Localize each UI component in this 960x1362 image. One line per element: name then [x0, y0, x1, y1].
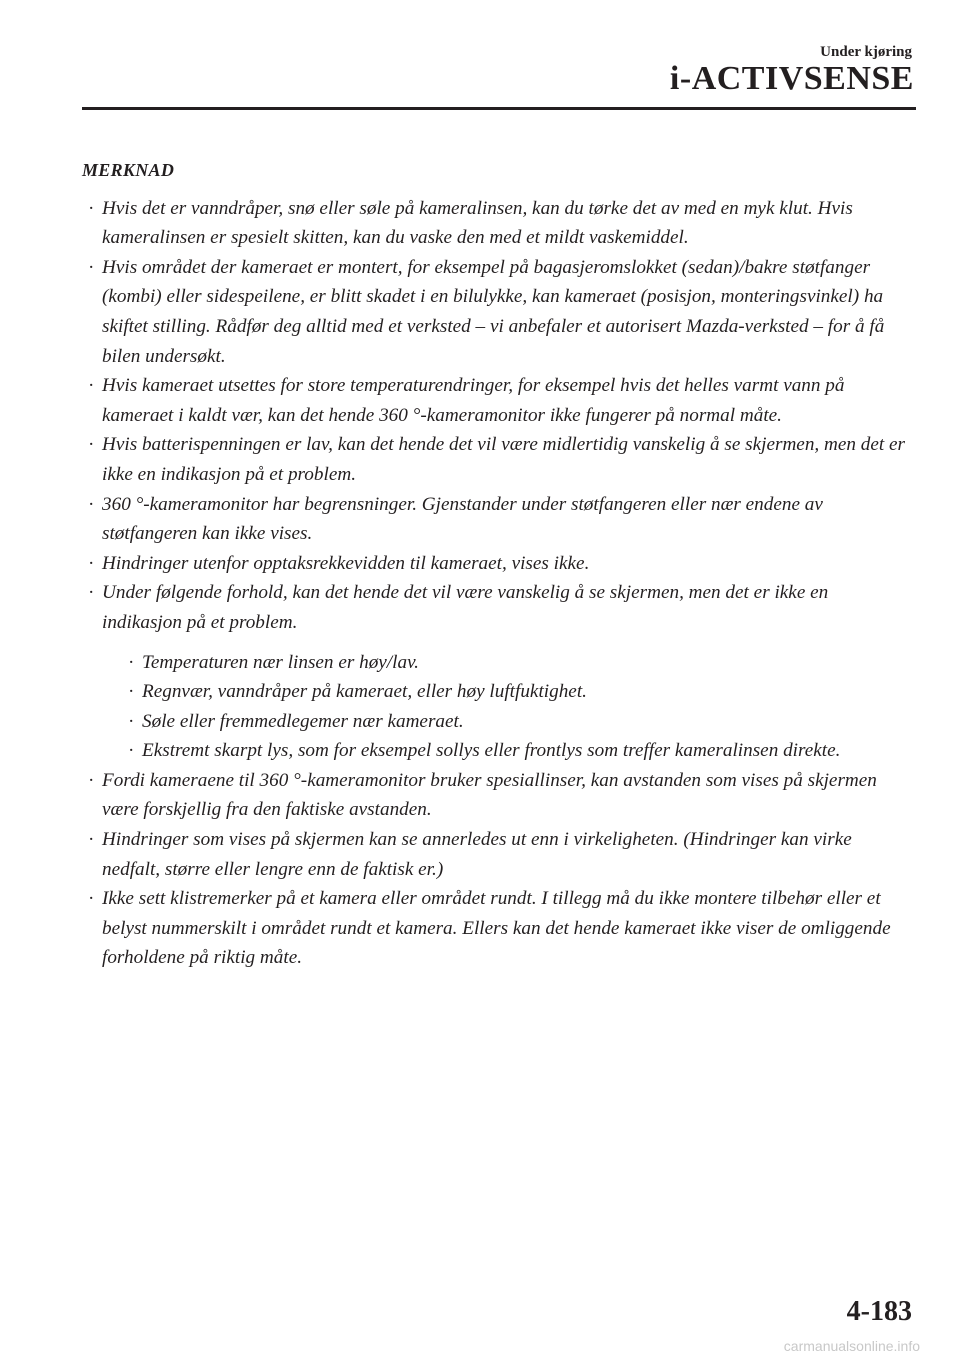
page-number: 4-183	[846, 1296, 912, 1327]
sub-list-item-text: Regnvær, vanndråper på kameraet, eller høy luftfuktighet.	[142, 681, 587, 703]
sub-list-item-text: Temperaturen nær linsen er høy/lav.	[142, 651, 419, 673]
bullet-icon: ·	[88, 769, 95, 791]
sub-list-item	[122, 736, 912, 766]
sub-list-item	[122, 648, 912, 678]
list-item-text: Hindringer som vises på skjermen kan se annerledes ut enn i virkeligheten. (Hindringer kan virke nedfalt, større eller lengre enn de faktisk er.)	[102, 829, 852, 880]
bullet-icon: ·	[128, 740, 135, 762]
section-title: Under kjøring	[820, 44, 912, 60]
bullet-icon: ·	[88, 888, 95, 910]
list-item-text: Hvis området der kameraet er montert, for eksempel på bagasjeromslokket (sedan)/bakre støtfanger (kombi) eller sidespeilene, er blitt skadet i en bilulykke, kan kameraet (posisjon, monteringsvinkel) ha skiftet stilling. Rådfør deg alltid med et verksted – vi anbefaler et autorisert Mazda-verksted – for å få bilen undersøkt.	[102, 256, 885, 367]
bullet-icon: ·	[128, 651, 135, 673]
bullet-icon: ·	[128, 681, 135, 703]
bullet-icon: ·	[88, 582, 95, 604]
list-item	[82, 430, 912, 489]
list-item	[82, 578, 912, 766]
note-list	[82, 194, 912, 973]
bullet-icon: ·	[88, 197, 95, 219]
note-box	[82, 156, 912, 973]
list-item-text: Hvis det er vanndråper, snø eller søle på kameralinsen, kan du tørke det av med en myk klut. Hvis kameralinsen er spesielt skitten, kan du vaske den med et mildt vaskemiddel.	[102, 197, 853, 249]
list-item-text: Fordi kameraene til 360 °-kameramonitor bruker spesiallinser, kan avstanden som vises på skjermen være forskjellig fra den faktiske avstanden.	[102, 769, 877, 821]
sub-list	[102, 648, 912, 766]
list-item-text: 360 °-kameramonitor har begrensninger. Gjenstander under støtfangeren eller nær endene av støtfangeren kan ikke vises.	[102, 493, 823, 545]
bullet-icon: ·	[88, 256, 95, 278]
list-item-text: Hvis kameraet utsettes for store temperaturendringer, for eksempel hvis det helles varmt vann på kameraet i kaldt vær, kan det hende 360 °-kameramonitor ikke fungerer på normal måte.	[102, 375, 845, 426]
bullet-icon: ·	[88, 493, 95, 515]
list-item	[82, 371, 912, 430]
list-item	[82, 825, 912, 884]
chapter-title: i-ACTIVSENSE	[669, 60, 914, 97]
list-item-text: Ikke sett klistremerker på et kamera eller området rundt. I tillegg må du ikke montere tilbehør eller et belyst nummerskilt i området rundt et kamera. Ellers kan det hende kameraet ikke viser de omliggende forholdene på riktig måte.	[102, 888, 891, 969]
list-item	[82, 884, 912, 973]
note-title: MERKNAD	[82, 160, 175, 180]
watermark: carmanualsonline.info	[783, 1338, 920, 1354]
sub-list-item-text: Søle eller fremmedlegemer nær kameraet.	[142, 710, 464, 732]
list-item	[82, 549, 912, 579]
list-item-text: Under følgende forhold, kan det hende det vil være vanskelig å se skjermen, men det er ikke en indikasjon på et problem.	[102, 582, 829, 633]
list-item	[82, 194, 912, 253]
bullet-icon: ·	[88, 375, 95, 397]
sub-list-item	[122, 677, 912, 707]
header-rule	[82, 107, 916, 110]
list-item-text: Hvis batterispenningen er lav, kan det hende det vil være midlertidig vanskelig å se skjermen, men det er ikke en indikasjon på et problem.	[102, 434, 905, 485]
list-item	[82, 253, 912, 371]
bullet-icon: ·	[88, 829, 95, 851]
sub-list-item-text: Ekstremt skarpt lys, som for eksempel sollys eller frontlys som treffer kameralinsen direkte.	[142, 740, 841, 762]
list-item	[82, 490, 912, 549]
bullet-icon: ·	[88, 552, 95, 574]
bullet-icon: ·	[88, 434, 95, 456]
sub-list-item	[122, 707, 912, 737]
list-item-text: Hindringer utenfor opptaksrekkevidden til kameraet, vises ikke.	[102, 552, 590, 574]
page-header	[0, 0, 960, 120]
list-item	[82, 766, 912, 825]
bullet-icon: ·	[128, 710, 135, 732]
